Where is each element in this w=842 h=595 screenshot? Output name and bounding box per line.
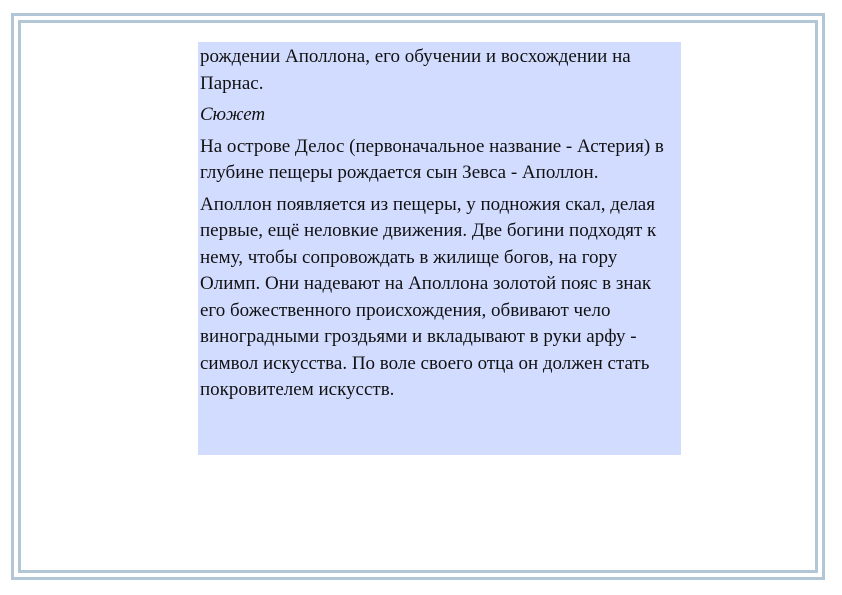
paragraph-birth: На острове Делос (первоначальное название - Астерия) в глубине пещеры рождается сын Зевса - Аполлон.: [200, 135, 664, 183]
paragraph-appearance: Аполлон появляется из пещеры, у подножия скал, делая первые, ещё неловкие движения. Две богини подходят к нему, чтобы сопровождать в жилище богов, на гору Олимп. Они надевают на Аполлона золотой пояс в знак его божественного происхождения, обвивают чело виноградными гроздьями и вкладывают в руки арфу - символ искусства. По воле своего отца он должен стать покровителем искусств.: [200, 193, 657, 400]
section-heading-plot: Сюжет: [200, 104, 266, 125]
text-block: [198, 42, 681, 455]
paragraph-intro: рождении Аполлона, его обучении и восхождении на Парнас.: [200, 46, 631, 94]
